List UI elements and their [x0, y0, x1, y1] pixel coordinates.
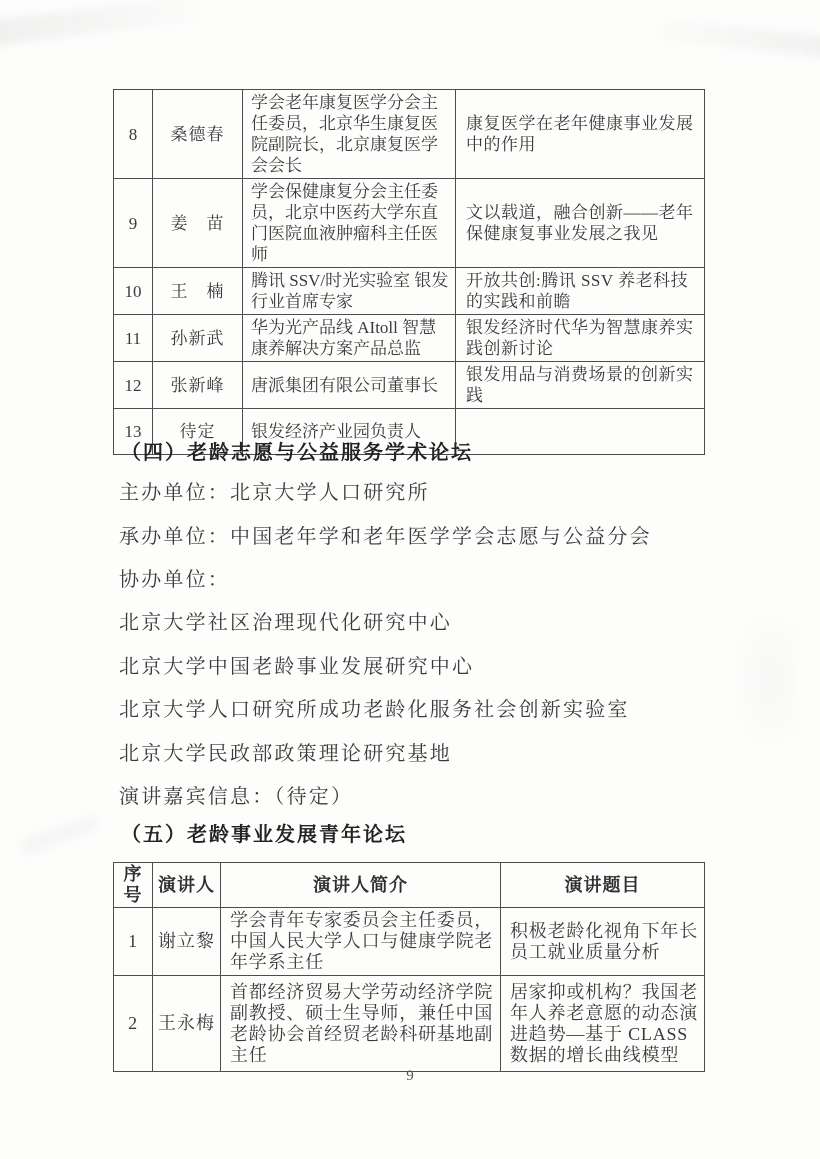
speaker-bio: 首都经济贸易大学劳动经济学院副教授、硕士生导师，兼任中国老龄协会首经贸老龄科研基地副主任: [221, 976, 501, 1072]
speech-topic: 积极老龄化视角下年长员工就业质量分析: [501, 908, 705, 976]
speaker-bio: 银发经济产业园负责人: [243, 409, 456, 455]
scan-artifact: [20, 815, 100, 856]
speech-topic: 开放共创:腾讯 SSV 养老科技的实践和前瞻: [456, 268, 705, 315]
co-organizer-item: 北京大学社区治理现代化研究中心: [119, 612, 452, 635]
organizer-unit-line: 承办单位：中国老年学和老年医学学会志愿与公益分会: [119, 525, 652, 548]
table-row: [114, 90, 705, 179]
page-number: 9: [406, 1068, 414, 1084]
co-organizer-item: 北京大学民政部政策理论研究基地: [119, 742, 452, 765]
speaker-bio: 学会老年康复医学分会主任委员，北京华生康复医院副院长，北京康复医学会会长: [243, 90, 456, 179]
co-organizer-item: 北京大学中国老龄事业发展研究中心: [119, 655, 475, 678]
scan-artifact: [0, 0, 201, 47]
speaker-bio: 腾讯 SSV/时光实验室 银发行业首席专家: [243, 268, 456, 315]
speaker-name: 孙新武: [153, 315, 243, 362]
row-no: 10: [114, 268, 153, 315]
section-heading-4: （四）老龄志愿与公益服务学术论坛: [121, 442, 473, 464]
row-no: 2: [114, 976, 153, 1072]
speaker-name: 张新峰: [153, 362, 243, 409]
row-no: 1: [114, 908, 153, 976]
scan-artifact: [659, 19, 820, 60]
section-heading-5: （五）老龄事业发展青年论坛: [121, 824, 407, 846]
speaker-bio: 唐派集团有限公司董事长: [243, 362, 456, 409]
speech-topic: 康复医学在老年健康事业发展中的作用: [456, 90, 705, 179]
speaker-bio: 学会青年专家委员会主任委员，中国人民大学人口与健康学院老年学系主任: [221, 908, 501, 976]
guest-info-line: 演讲嘉宾信息：（待定）: [119, 785, 354, 808]
row-no: 11: [114, 315, 153, 362]
speech-topic: 居家抑或机构？我国老年人养老意愿的动态演进趋势—基于 CLASS 数据的增长曲线模型: [501, 976, 705, 1072]
youth-forum-table: [113, 862, 705, 1072]
speech-topic: 银发用品与消费场景的创新实践: [456, 362, 705, 409]
table-header-row: [114, 863, 705, 908]
co-organizer-label: 协办单位：: [119, 568, 230, 591]
speaker-name: 谢立黎: [153, 908, 221, 976]
row-no: 12: [114, 362, 153, 409]
speaker-name: 桑德春: [153, 90, 243, 179]
table-row: [114, 362, 705, 409]
col-header-name: 演讲人: [153, 863, 221, 908]
row-no: 13: [114, 409, 153, 455]
speaker-name: 待定: [153, 409, 243, 455]
speaker-name: 王永梅: [153, 976, 221, 1072]
speaker-name: 王 楠: [153, 268, 243, 315]
row-no: 9: [114, 179, 153, 268]
host-unit-line: 主办单位：北京大学人口研究所: [119, 482, 430, 505]
scan-artifact: [740, 620, 800, 740]
table-row: [114, 315, 705, 362]
table-row: [114, 268, 705, 315]
table-row: [114, 179, 705, 268]
table-row: [114, 908, 705, 976]
col-header-topic: 演讲题目: [501, 863, 705, 908]
table-row: [114, 976, 705, 1072]
speech-topic: 银发经济时代华为智慧康养实践创新讨论: [456, 315, 705, 362]
speech-topic: [456, 409, 705, 455]
col-header-bio: 演讲人简介: [221, 863, 501, 908]
section4-details: [119, 469, 652, 816]
speaker-bio: 学会保健康复分会主任委员，北京中医药大学东直门医院血液肿瘤科主任医师: [243, 179, 456, 268]
speaker-bio: 华为光产品线 AItoll 智慧康养解决方案产品总监: [243, 315, 456, 362]
speakers-table-continued: [113, 89, 705, 455]
speech-topic: 文以载道，融合创新——老年保健康复事业发展之我见: [456, 179, 705, 268]
row-no: 8: [114, 90, 153, 179]
speaker-name: 姜 苗: [153, 179, 243, 268]
co-organizer-item: 北京大学人口研究所成功老龄化服务社会创新实验室: [119, 699, 630, 722]
col-header-no: 序号: [114, 863, 153, 908]
